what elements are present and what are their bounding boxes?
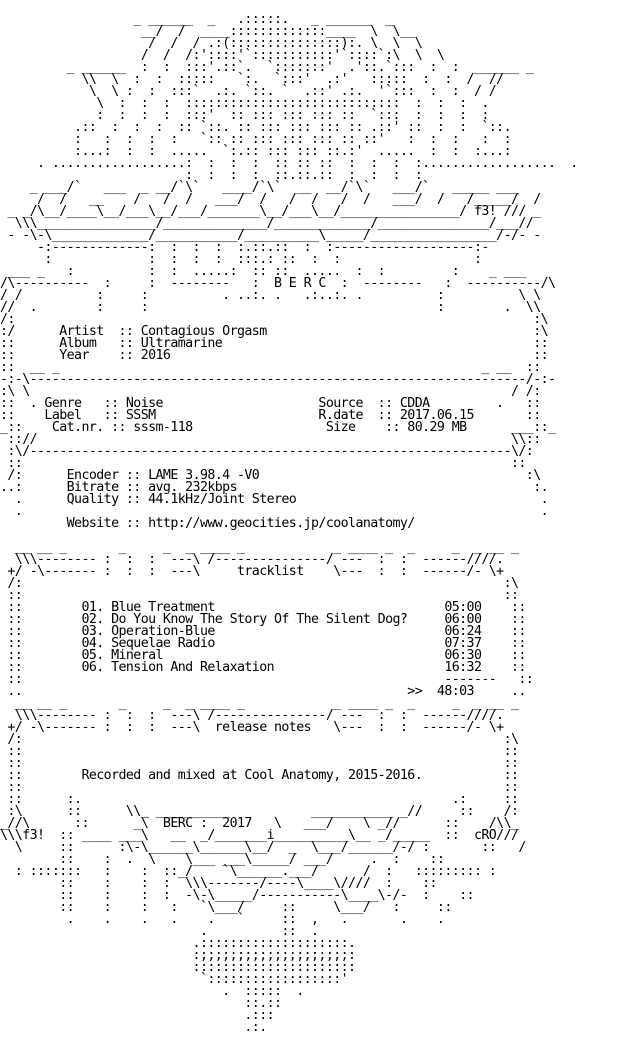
- nfo-line: :: Year :: 2016 ::: [0, 348, 549, 363]
- nfo-line: _:: Cat.nr. :: sssm-118 Size :: 80.29 MB ___::_: [0, 420, 556, 435]
- nfo-line: :: Album :: Ultramarine ::: [0, 336, 549, 351]
- nfo-line: `::::::::::::::::::': [0, 972, 349, 987]
- nfo-line: :: __ _ _ __ ::: [0, 360, 541, 375]
- nfo-line: __ __ _ _ _ _ ____ _ _ ____ _ _ _ _ __ _: [0, 696, 519, 711]
- nfo-line: :: ::: [0, 588, 519, 603]
- nfo-line: :\ \ / /:: [0, 384, 541, 399]
- nfo-ascii-art: [0, 2, 578, 1034]
- nfo-line: :: 05. Mineral 06:30 ::: [0, 648, 526, 663]
- nfo-line: : : : : : `:: :: ::: ::: ::: :: ::' : : : : :: [0, 132, 511, 147]
- nfo-line: : : : : :::' :: ::: ::: ::: :: `::: : : : :: [0, 108, 489, 123]
- nfo-line: _ _/\__/____\__/___\__/___/_______\__/___\__/________________/ f3! /// _: [0, 204, 541, 219]
- nfo-line: _ ______ : : :::'.::`. `:::::::' .'::.`::: : : ______ _: [0, 60, 534, 75]
- nfo-line: \ \ : : :::` .:. `::. ` .::' .:. '`::: : : / /: [0, 84, 497, 99]
- nfo-line: \\ \ : : ::::: `:. `:::' .:' ::::: : : / //: [0, 72, 504, 87]
- nfo-line: :\/-----------------------------------------------------------------\/:: [0, 444, 534, 459]
- nfo-line: . ..................: : : : :: :: :: : : : :.................. .: [0, 156, 578, 171]
- nfo-line: :: ::: [0, 780, 519, 795]
- nfo-line: .:: : : : :: `::. :: ::: ::: ::: :: .::' :: : : `::.: [0, 120, 511, 135]
- nfo-line: .. >> 48:03 ..: [0, 684, 526, 699]
- nfo-line: /: :\: [0, 312, 549, 327]
- nfo-line: :: : : : -\-\_____/-----------\____\-/- : ::: [0, 888, 474, 903]
- nfo-line: : ::::::: : : ::_/ `\______.___/ / : ::::::::: :: [0, 864, 497, 879]
- nfo-line: ___ _ : : : .....: :: :: ..... : : : _ ___: [0, 264, 526, 279]
- nfo-line: :: : . \ \___ ___\_____/ ___/ . : ::: [0, 852, 445, 867]
- nfo-line: :: . Genre :: Noise Source :: CDDA . ::: [0, 396, 541, 411]
- nfo-line: :: 02. Do You Know The Story Of The Silent Dog? 06:00 ::: [0, 612, 526, 627]
- nfo-line: ::::::::::::::::::::::: [0, 960, 356, 975]
- nfo-line: :: 04. Sequelae Radio 07:37 ::: [0, 636, 526, 651]
- nfo-line: _ ___/` ___ _ __/`\` ____/`\` __ __/`\` ___/` _____ ___: [0, 180, 519, 195]
- nfo-line: \ : : : ::::::::::::::::::::::::::::: : : : .: [0, 96, 489, 111]
- nfo-line: :...: : : ..... `:.:: ::: ::: ::.:' ..... : : :...:: [0, 144, 511, 159]
- nfo-line: : : : : : :::.: :: : : :: [0, 252, 482, 267]
- nfo-line: :: Recorded and mixed at Cool Anatomy, 2015-2016. ::: [0, 768, 519, 783]
- nfo-line: ::// \\::: [0, 432, 541, 447]
- nfo-line: . :: .: [0, 924, 319, 939]
- nfo-line: .:.: [0, 1020, 267, 1035]
- nfo-line: /\---------- : : -------- : B E R C : -------- : ----------/\: [0, 276, 556, 291]
- nfo-line: ..: Bitrate :: avg. 232kbps :.: [0, 480, 549, 495]
- nfo-line: :: ------- ::: [0, 672, 534, 687]
- nfo-line: / / : : . ..:. . .:..:. . : \ \: [0, 288, 541, 303]
- nfo-line: :;;;;;;;;;;;;;;;;;;;;:: [0, 948, 356, 963]
- nfo-line: :: 01. Blue Treatment 05:00 ::: [0, 600, 526, 615]
- nfo-line: :: Label :: SSSM R.date :: 2017.06.15 ::: [0, 408, 541, 423]
- nfo-line: :: ::: [0, 744, 519, 759]
- nfo-line: -:-------------: : : : :.::.:: : :-------------------:-: [0, 240, 489, 255]
- nfo-line: +/ -\------- : : : ---\ release notes \--- : : ------/- \+: [0, 720, 504, 735]
- nfo-line: // . : : : . \\: [0, 300, 541, 315]
- nfo-line: :: :. .: ::: [0, 792, 519, 807]
- nfo-line: / / /:'::::'`:::::::::::'`::::`:\ \ \: [0, 48, 445, 63]
- nfo-line: _//\ :: _\ BERC : 2017 \ ___/ \ _// :: /\\_: [0, 816, 519, 831]
- nfo-line: Website :: http://www.geocities.jp/coolanatomy/: [0, 516, 415, 531]
- nfo-line: -:-\-------------------------------------------------------------------/-:-: [0, 372, 556, 387]
- nfo-line: ::.::: [0, 996, 282, 1011]
- nfo-line: :: 03. Operation-Blue 06:24 ::: [0, 624, 526, 639]
- nfo-line: : : : : ::.::.:: : : : :: [0, 168, 423, 183]
- nfo-line: +/ -\------- : : : ---\ tracklist \--- : : ------/- \+: [0, 564, 504, 579]
- nfo-line: /: :\: [0, 576, 519, 591]
- nfo-line: /: :\: [0, 732, 519, 747]
- nfo-line: / / __ / / / ___/ / / / / / ___/ / /_____/ /: [0, 192, 541, 207]
- nfo-line: \ :: :\-\______\______\__/ _ \___/______/-/ : :: /: [0, 840, 526, 855]
- nfo-line: :: : : : `\___/ :: \___/ : ::: [0, 900, 452, 915]
- nfo-line: . .: [0, 504, 549, 519]
- nfo-line: _ ______ _ .:::::. _ ______ _: [0, 12, 393, 27]
- nfo-line: __/ / ____:::::::::::::____ \ \__: [0, 24, 415, 39]
- nfo-line: .::::::::::::::::::::.: [0, 936, 356, 951]
- nfo-line: .:::: [0, 1008, 275, 1023]
- nfo-line: . ::::: .: [0, 984, 304, 999]
- nfo-line: /: Encoder :: LAME 3.98.4 -V0 :\: [0, 468, 541, 483]
- nfo-line: . Quality :: 44.1kHz/Joint Stereo .: [0, 492, 549, 507]
- nfo-line: :: : : : \\\-------/----\____\//// : ::: [0, 876, 437, 891]
- nfo-line: :: ::: [0, 756, 519, 771]
- nfo-line: :: 06. Tension And Relaxation 16:32 ::: [0, 660, 526, 675]
- nfo-line: \\\-------- : : : ---\ /---------------/ --- : : ------////.: [0, 552, 504, 567]
- nfo-line: / / / .:(:::::::::::::::):. \ \ \: [0, 36, 423, 51]
- nfo-line: \\\-------- : : : ---\ /---------------/ --- : : ------////.: [0, 708, 504, 723]
- nfo-line: \\\________________/______________/_____________/_______________/___//: [0, 216, 534, 231]
- nfo-line: \\\f3! :: ____ ___\ __ _/_______i__________\__ _/_____ :: cRO///: [0, 828, 519, 843]
- nfo-line: __ __ _ _ _ _ ____ _ _ ____ _ _ _ _ __ _: [0, 540, 519, 555]
- nfo-line: :\ :: \\_ __________ ___________ _// :: /:: [0, 804, 519, 819]
- nfo-line: . . . . . ` :: , . . .: [0, 912, 445, 927]
- nfo-line: :/ Artist :: Contagious Orgasm :\: [0, 324, 549, 339]
- nfo-line: - -\-\_____________/___________/__________\_____/_________________/-/- -: [0, 228, 541, 243]
- nfo-line: :: ::: [0, 456, 526, 471]
